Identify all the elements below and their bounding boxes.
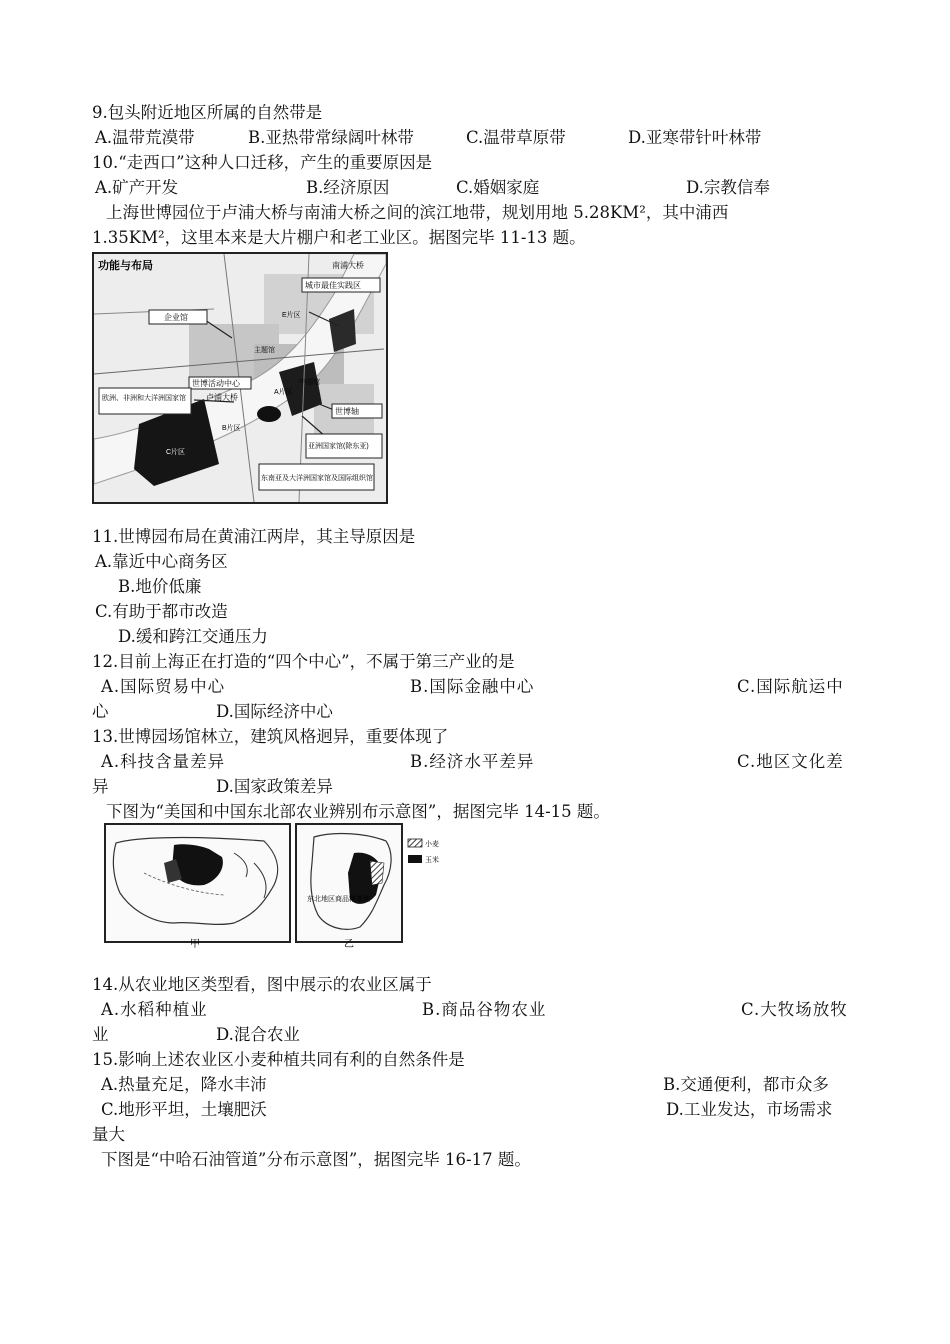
q10-option-d: D.宗教信奉 — [686, 178, 770, 197]
q14-option-b: B.商品谷物农业 — [422, 1000, 547, 1019]
q14-option-d: D.混合农业 — [216, 1025, 300, 1044]
label-northeast-base: 东北地区商品粮基地 — [307, 896, 370, 903]
label-nanpu-bridge: 南浦大桥 — [332, 261, 364, 270]
q12-option-c: C.国际航运中 — [737, 677, 844, 696]
q13-option-d: D.国家政策差异 — [216, 777, 333, 796]
pipeline-intro: 下图是“中哈石油管道”分布示意图”，据图完毕 16-17 题。 — [101, 1150, 531, 1169]
q12-stem: 12.目前上海正在打造的“四个中心”，不属于第三产业的是 — [92, 652, 515, 671]
q10-stem: 10.“走西口”这种人口迁移，产生的重要原因是 — [92, 153, 433, 172]
agri-map-graphic — [104, 823, 454, 949]
q12-option-a: A.国际贸易中心 — [101, 677, 226, 696]
label-e-zone: E片区 — [282, 312, 301, 319]
q14-option-a: A.水稻种植业 — [101, 1000, 208, 1019]
q9-option-a: A.温带荒漠带 — [95, 128, 195, 147]
agri-distribution-map — [104, 823, 454, 949]
label-b-zone: B片区 — [222, 425, 241, 432]
q10-option-b: B.经济原因 — [306, 178, 390, 197]
q11-stem: 11.世博园布局在黄浦江两岸，其主导原因是 — [92, 527, 416, 546]
q9-option-c: C.温带草原带 — [466, 128, 566, 147]
expo-map-title: 功能与布局 — [98, 260, 153, 272]
expo-intro-line1: 上海世博园位于卢浦大桥与南浦大桥之间的滨江地带，规划用地 5.28KM²，其中浦西 — [106, 203, 729, 222]
q14-option-c: C.大牧场放牧 — [741, 1000, 848, 1019]
label-europe-pavilions: 欧洲、非洲和大洋洲国家馆 — [102, 395, 186, 402]
q11-option-c: C.有助于都市改造 — [95, 602, 228, 621]
q13-option-c: C.地区文化差 — [737, 752, 844, 771]
q9-option-b: B.亚热带常绿阔叶林带 — [248, 128, 414, 147]
q15-option-b: B.交通便利，都市众多 — [663, 1075, 829, 1094]
label-expo-axis: 世博轴 — [335, 407, 359, 416]
label-lupu-bridge: 卢浦大桥 — [206, 393, 238, 402]
q15-option-d: D.工业发达，市场需求 — [666, 1100, 833, 1119]
q9-option-d: D.亚寒带针叶林带 — [628, 128, 762, 147]
label-china: 中国馆 — [299, 379, 320, 386]
label-theme: 主题馆 — [254, 347, 275, 354]
label-a-zone: A片区 — [274, 389, 293, 396]
q12-option-c-continued: 心 — [92, 702, 109, 721]
label-jia: 甲 — [190, 939, 200, 949]
q14-stem: 14.从农业地区类型看，图中展示的农业区属于 — [92, 975, 432, 994]
q12-option-d: D.国际经济中心 — [216, 702, 333, 721]
legend-corn-swatch — [408, 855, 422, 863]
q10-option-a: A.矿产开发 — [95, 178, 179, 197]
expo-map-graphic — [94, 254, 386, 502]
q13-option-b: B.经济水平差异 — [410, 752, 535, 771]
label-yi: 乙 — [344, 939, 354, 949]
label-enterprise: 企业馆 — [164, 313, 188, 322]
expo-intro-line2: 1.35KM²，这里本来是大片棚户和老工业区。据图完毕 11-13 题。 — [92, 228, 586, 247]
expo-layout-map — [92, 252, 388, 504]
q11-option-d: D.缓和跨江交通压力 — [118, 627, 268, 646]
q15-option-d-continued: 量大 — [92, 1125, 125, 1144]
label-c-zone: C片区 — [166, 449, 186, 456]
q10-option-c: C.婚姻家庭 — [456, 178, 540, 197]
agri-intro: 下图为“美国和中国东北部农业辨别布示意图”，据图完毕 14-15 题。 — [106, 802, 610, 821]
label-asia-pavilions: 亚洲国家馆(除东亚) — [308, 443, 369, 450]
label-event-center: 世博活动中心 — [192, 379, 240, 388]
ne-wheat-area — [370, 861, 384, 885]
q13-option-a: A.科技含量差异 — [101, 752, 226, 771]
q11-option-b: B.地价低廉 — [118, 577, 202, 596]
q13-stem: 13.世博园场馆林立，建筑风格迥异，重要体现了 — [92, 727, 449, 746]
legend-wheat-label: 小麦 — [425, 841, 439, 848]
label-best-practice: 城市最佳实践区 — [305, 281, 361, 290]
q9-stem: 9.包头附近地区所属的自然带是 — [92, 103, 323, 122]
label-se-asia-pavilions: 东南亚及大洋洲国家馆及国际组织馆 — [261, 475, 373, 482]
q13-option-c-continued: 异 — [92, 777, 109, 796]
q15-option-c: C.地形平坦，土壤肥沃 — [101, 1100, 267, 1119]
legend-wheat-swatch — [408, 839, 422, 847]
q11-option-a: A.靠近中心商务区 — [95, 552, 228, 571]
q14-option-c-continued: 业 — [92, 1025, 109, 1044]
q15-option-a: A.热量充足，降水丰沛 — [101, 1075, 267, 1094]
q12-option-b: B.国际金融中心 — [410, 677, 535, 696]
q15-stem: 15.影响上述农业区小麦种植共同有利的自然条件是 — [92, 1050, 465, 1069]
legend-corn-label: 玉米 — [425, 857, 439, 864]
